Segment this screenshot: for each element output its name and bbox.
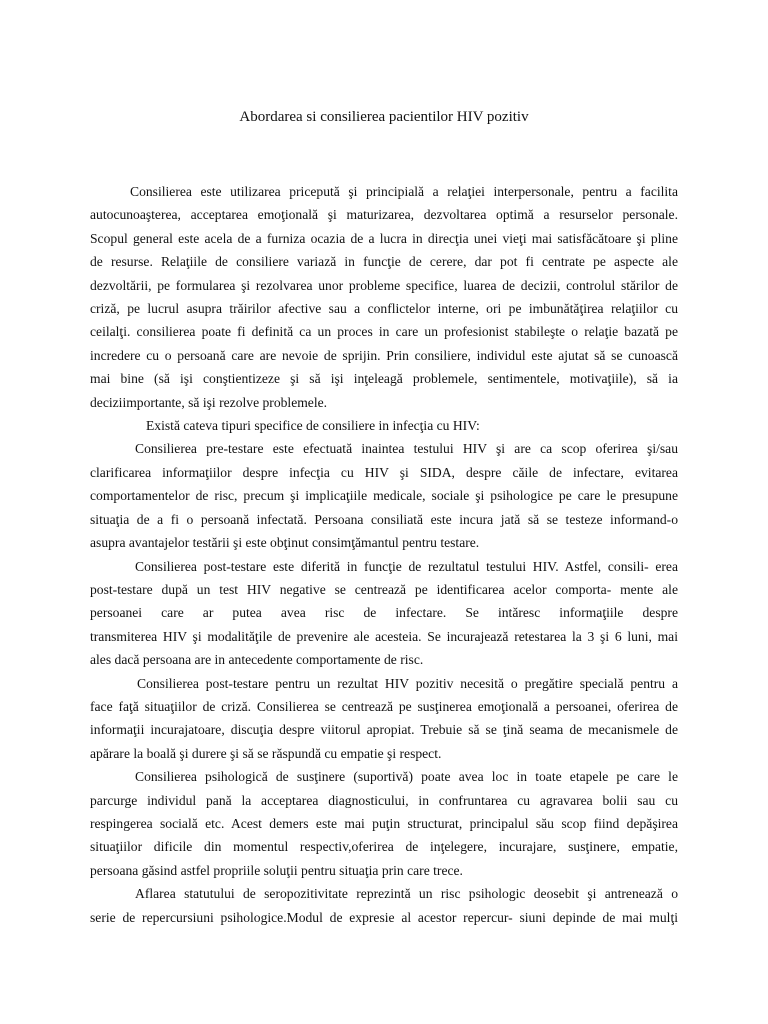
text-line: ales dacă persoana are in antecedente comportamente de risc. (90, 652, 424, 668)
text-line: Consilierea post-testare este diferită in funcţie de rezultatul testului HIV. Astfel, consili- erea (135, 558, 678, 574)
text-line: serie de repercursiuni psihologice.Modul de expresie al acestor repercur- siuni depinde de mai mulţi (90, 909, 678, 925)
text-line: dezvoltării, pe formularea şi rezolvarea unor probleme specifice, luarea de decizii, controlul stărilor de (90, 277, 678, 293)
text-line: autocunoaşterea, acceptarea emoţională şi maturizarea, dezvoltarea optimă a resurselor personale. (90, 207, 678, 223)
text-line: parcurge individul pană la acceptarea diagnosticului, in confruntarea cu agravarea bolii sau cu (90, 792, 678, 808)
text-line: clarificarea informaţiilor despre infecţia cu HIV şi SIDA, despre căile de infectare, evitarea (90, 464, 678, 480)
text-line: situaţia de a fi o persoană infectată. Persoana consiliată este incura jată să se testeze informand-o (90, 511, 678, 527)
text-line: incredere cu o persoană care are nevoie de sprijin. Prin consiliere, individul este ajutat să se cunoască (90, 347, 678, 363)
text-line: face faţă situaţiilor de criză. Consilierea se centrează pe susţinerea emoţională a persoanei, oferirea de (90, 698, 678, 714)
text-line: informaţii incurajatoare, discuţia despre viitorul apropiat. Trebuie să se ţină seama de mecanismele de (90, 722, 678, 738)
text-line: post-testare după un test HIV negative se centrează pe identificarea acelor comporta- mente ale (90, 581, 678, 597)
text-line: asupra avantajelor testării şi este obţinut consimţămantul pentru testare. (90, 535, 480, 551)
text-line: persoana găsind astfel propriile soluţii pentru situaţia prin care trece. (90, 862, 463, 878)
text-line: respingerea socială etc. Acest demers este mai puţin structurat, principalul său scop fiind depăşirea (90, 815, 678, 831)
text-line: criză, pe lucrul asupra trăirilor afective sau a conflictelor interne, ori pe imbunătăţirea relaţiilor cu (90, 301, 678, 317)
text-line: ceilalţi. consilierea poate fi definită ca un proces in care un profesionist stabileşte o relaţie bazată pe (90, 324, 678, 340)
text-line: deciziimportante, să işi rezolve problemele. (90, 394, 328, 410)
text-line: Consilierea este utilizarea pricepută şi principială a relaţiei interpersonale, pentru a facilita (130, 184, 678, 199)
text-line: de resurse. Relaţiile de consiliere variază in funcţie de cerere, dar pot fi centrate pe aspecte ale (90, 254, 678, 270)
text-line: mai bine (să işi conştientizeze şi să işi inţeleagă problemele, sentimentele, motivaţiile), să ia (90, 371, 678, 387)
text-line: situaţiilor dificile din momentul respectiv,oferirea de inţelegere, incurajare, susţinere, empatie, (90, 839, 678, 855)
text-line: transmiterea HIV şi modalităţile de prevenire ale acesteia. Se incurajează retestarea la 3 şi 6 luni, mai (90, 628, 678, 644)
text-line: apărare la boală şi durere şi să se răspundă cu empatie şi respect. (90, 745, 442, 761)
text-line: comportamentelor de risc, precum şi implicaţiile medicale, sociale şi psihologice pe care le presupune (90, 488, 678, 504)
text-line: Consilierea psihologică de susţinere (suportivă) poate avea loc in toate etapele pe care le (135, 769, 678, 785)
document-body (90, 180, 678, 929)
text-line: Aflarea statutului de seropozitivitate reprezintă un risc psihologic deosebit şi antrenează o (135, 886, 678, 902)
text-line: Scopul general este acela de a furniza ocazia de a lucra in direcţia unei vieţi mai satisfăcătoare şi pline (90, 230, 678, 246)
text-line: Consilierea pre-testare este efectuată inaintea testului HIV şi are ca scop oferirea şi/sau (135, 441, 678, 457)
text-line: Există cateva tipuri specifice de consiliere in infecţia cu HIV: (146, 418, 480, 434)
text-line: persoanei care ar putea avea risc de infectare. Se intăresc informaţiile despre (90, 605, 678, 621)
document-title: Abordarea si consilierea pacientilor HIV pozitiv (239, 109, 529, 125)
text-line: Consilierea post-testare pentru un rezultat HIV pozitiv necesită o pregătire specială pentru a (137, 675, 678, 691)
